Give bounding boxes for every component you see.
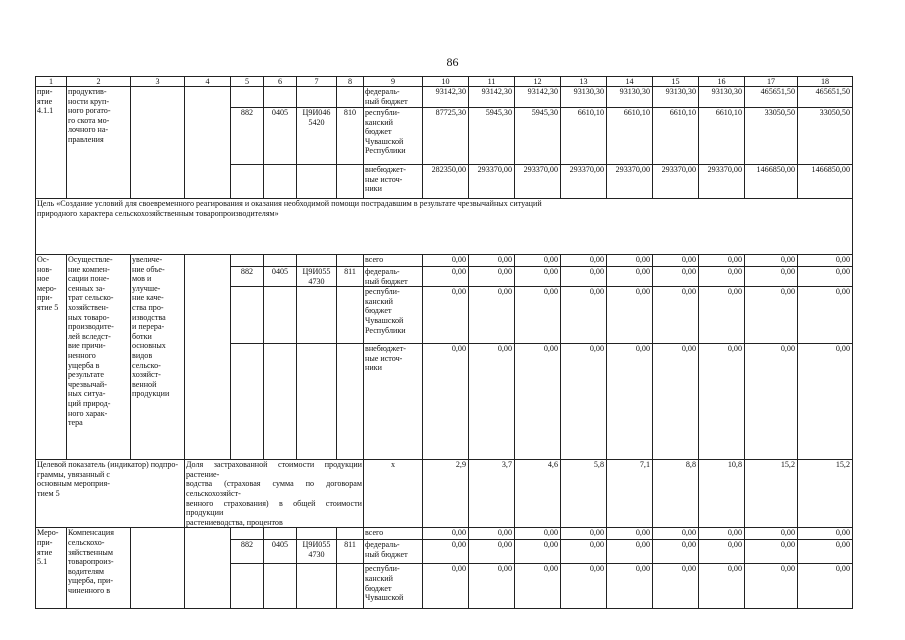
expected-result-cell: [131, 87, 185, 199]
column-number-7: 7: [297, 77, 337, 87]
column-number-12: 12: [515, 77, 561, 87]
table-row: [36, 87, 853, 108]
value-cell: 0,00: [699, 564, 745, 609]
vr-cell: [337, 87, 364, 108]
funding-source-cell: всего: [364, 255, 423, 267]
column-number-11: 11: [469, 77, 515, 87]
value-cell: 0,00: [423, 528, 469, 540]
value-cell: 0,00: [423, 540, 469, 564]
grbs-cell: [231, 87, 264, 108]
indicator-label-cell: Целевой показатель (индикатор) подпро- граммы, увязанный с основным мероприя- тием 5: [36, 460, 185, 528]
value-cell: 0,00: [798, 528, 853, 540]
value-cell: 0,00: [653, 528, 699, 540]
goal-row: [36, 199, 853, 255]
value-cell: 0,00: [607, 267, 653, 287]
value-cell: 0,00: [561, 344, 607, 460]
indicator-text-cell: Доля застрахованной стоимости продукции растение- водства (страховая сумма по договорам сельскохозяйст- венного страхования) в общей стоимости продукции растениеводства, процентов: [186, 460, 362, 527]
value-cell: 0,00: [745, 528, 798, 540]
value-cell: 0,00: [699, 344, 745, 460]
measure-number-cell: Меро- при- ятие 5.1: [36, 528, 67, 609]
value-cell: 0,00: [699, 287, 745, 344]
column-number-16: 16: [699, 77, 745, 87]
value-cell: 0,00: [423, 564, 469, 609]
value-cell: 0,00: [561, 540, 607, 564]
measure-number-cell: при- ятие 4.1.1: [36, 87, 67, 199]
value-cell: 0,00: [699, 540, 745, 564]
grbs-cell: [231, 528, 264, 540]
column-number-2: 2: [67, 77, 131, 87]
csr-cell: Ц9И055 4730: [297, 267, 337, 287]
value-cell: 465651,50: [745, 87, 798, 108]
funding-source-cell: федераль- ный бюджет: [364, 87, 423, 108]
rz-pr-cell: [264, 165, 297, 199]
value-cell: 293370,00: [469, 165, 515, 199]
value-cell: 0,00: [515, 528, 561, 540]
value-cell: 0,00: [423, 267, 469, 287]
value-cell: 0,00: [798, 255, 853, 267]
grbs-cell: 882: [231, 267, 264, 287]
vr-cell: [337, 344, 364, 460]
indicator-value-cell: 8,8: [653, 460, 699, 528]
value-cell: 0,00: [561, 564, 607, 609]
rz-pr-cell: 0405: [264, 540, 297, 564]
indicator-link-cell: [185, 528, 231, 609]
value-cell: 0,00: [469, 344, 515, 460]
indicator-value-cell: 2,9: [423, 460, 469, 528]
value-cell: 0,00: [515, 287, 561, 344]
value-cell: 6610,10: [699, 108, 745, 165]
value-cell: 5945,30: [469, 108, 515, 165]
indicator-row: [36, 460, 853, 528]
vr-cell: [337, 287, 364, 344]
rz-pr-cell: [264, 87, 297, 108]
value-cell: 293370,00: [561, 165, 607, 199]
value-cell: 0,00: [423, 287, 469, 344]
value-cell: 0,00: [745, 255, 798, 267]
grbs-cell: 882: [231, 108, 264, 165]
measure-number-cell: Ос- нов- ное меро- при- ятие 5: [36, 255, 67, 460]
value-cell: 0,00: [699, 255, 745, 267]
indicator-value-cell: 10,8: [699, 460, 745, 528]
value-cell: 0,00: [469, 267, 515, 287]
value-cell: 0,00: [515, 540, 561, 564]
column-number-8: 8: [337, 77, 364, 87]
measure-name-cell: продуктив- ности круп- ного рогато- го скота мо- лочного на- правления: [67, 87, 131, 199]
rz-pr-cell: [264, 564, 297, 609]
column-number-9: 9: [364, 77, 423, 87]
value-cell: 1466850,00: [798, 165, 853, 199]
vr-cell: [337, 564, 364, 609]
value-cell: 0,00: [469, 287, 515, 344]
value-cell: 0,00: [699, 528, 745, 540]
indicator-link-cell: [185, 87, 231, 199]
page-number: 86: [446, 55, 459, 69]
column-number-18: 18: [798, 77, 853, 87]
value-cell: 6610,10: [653, 108, 699, 165]
value-cell: 0,00: [561, 528, 607, 540]
indicator-value-cell: 15,2: [798, 460, 853, 528]
value-cell: 0,00: [561, 255, 607, 267]
indicator-link-cell: [185, 255, 231, 460]
value-cell: 0,00: [607, 564, 653, 609]
value-cell: 0,00: [561, 287, 607, 344]
grbs-cell: [231, 564, 264, 609]
table-row: [36, 528, 853, 540]
value-cell: 0,00: [469, 564, 515, 609]
indicator-value-cell: 5,8: [561, 460, 607, 528]
value-cell: 93142,30: [423, 87, 469, 108]
csr-cell: [297, 165, 337, 199]
measure-name-cell: Компенсация сельскохо- зяйственным товаропроиз- водителям ущерба, при- чиненного в: [67, 528, 131, 609]
table-body: [36, 77, 853, 609]
value-cell: 282350,00: [423, 165, 469, 199]
value-cell: 0,00: [699, 267, 745, 287]
grbs-cell: [231, 165, 264, 199]
value-cell: 0,00: [745, 540, 798, 564]
value-cell: 0,00: [745, 344, 798, 460]
grbs-cell: [231, 287, 264, 344]
value-cell: 0,00: [607, 255, 653, 267]
csr-cell: [297, 528, 337, 540]
column-number-3: 3: [131, 77, 185, 87]
table-row: [36, 255, 853, 267]
measure-name-cell: Осуществле- ние компен- сации поне- сенных за- трат сельско- хозяйствен- ных товаро- производите- лей вследст- вие причи- ненного ущерба в результате чрезвычай- ных ситуа- ций природ- ного харак- тера: [67, 255, 131, 460]
column-number-14: 14: [607, 77, 653, 87]
value-cell: 0,00: [469, 255, 515, 267]
value-cell: 33050,50: [745, 108, 798, 165]
column-number-15: 15: [653, 77, 699, 87]
value-cell: 0,00: [561, 267, 607, 287]
value-cell: 0,00: [515, 564, 561, 609]
goal-text: Цель «Создание условий для своевременного реагирования и оказания необходимой помощи пострадавшим в результате чрезвычайных ситуаций природного характера сельскохозяйственным товаропроизводителям»: [36, 199, 853, 255]
funding-source-cell: всего: [364, 528, 423, 540]
value-cell: 6610,10: [607, 108, 653, 165]
csr-cell: Ц9И055 4730: [297, 540, 337, 564]
value-cell: 0,00: [515, 344, 561, 460]
value-cell: 0,00: [607, 287, 653, 344]
column-number-10: 10: [423, 77, 469, 87]
column-number-17: 17: [745, 77, 798, 87]
rz-pr-cell: [264, 255, 297, 267]
program-table: [35, 76, 853, 609]
column-number-5: 5: [231, 77, 264, 87]
csr-cell: Ц9И046 5420: [297, 108, 337, 165]
value-cell: 293370,00: [699, 165, 745, 199]
value-cell: 93130,30: [699, 87, 745, 108]
value-cell: 0,00: [653, 344, 699, 460]
csr-cell: [297, 564, 337, 609]
value-cell: 0,00: [653, 287, 699, 344]
csr-cell: [297, 87, 337, 108]
grbs-cell: [231, 344, 264, 460]
value-cell: 93142,30: [515, 87, 561, 108]
expected-result-cell: увеличе- ние объе- мов и улучше- ние каче- ства про- изводства и перера- ботки основных видов сельско- хозяйст- венной продукции: [131, 255, 185, 460]
value-cell: 0,00: [607, 344, 653, 460]
value-cell: 0,00: [798, 287, 853, 344]
value-cell: 0,00: [653, 255, 699, 267]
indicator-value-cell: 15,2: [745, 460, 798, 528]
value-cell: 0,00: [469, 540, 515, 564]
funding-source-cell: внебюджет- ные источ- ники: [364, 165, 423, 199]
grbs-cell: [231, 255, 264, 267]
vr-cell: 811: [337, 540, 364, 564]
value-cell: 293370,00: [653, 165, 699, 199]
indicator-unit-cell: х: [364, 460, 423, 528]
funding-source-cell: внебюджет- ные источ- ники: [364, 344, 423, 460]
column-number-1: 1: [36, 77, 67, 87]
rz-pr-cell: 0405: [264, 108, 297, 165]
vr-cell: 811: [337, 267, 364, 287]
value-cell: 93130,30: [561, 87, 607, 108]
rz-pr-cell: [264, 344, 297, 460]
column-number-4: 4: [185, 77, 231, 87]
value-cell: 1466850,00: [745, 165, 798, 199]
value-cell: 0,00: [653, 540, 699, 564]
rz-pr-cell: 0405: [264, 267, 297, 287]
value-cell: 0,00: [745, 267, 798, 287]
value-cell: 87725,30: [423, 108, 469, 165]
grbs-cell: 882: [231, 540, 264, 564]
value-cell: 293370,00: [607, 165, 653, 199]
value-cell: 0,00: [515, 255, 561, 267]
value-cell: 0,00: [607, 528, 653, 540]
value-cell: 293370,00: [515, 165, 561, 199]
csr-cell: [297, 344, 337, 460]
funding-source-cell: республи- канский бюджет Чувашской Республики: [364, 287, 423, 344]
value-cell: 0,00: [423, 255, 469, 267]
column-number-6: 6: [264, 77, 297, 87]
funding-source-cell: республи- канский бюджет Чувашской: [364, 564, 423, 609]
value-cell: 0,00: [798, 267, 853, 287]
vr-cell: [337, 528, 364, 540]
value-cell: 93130,30: [653, 87, 699, 108]
value-cell: 0,00: [653, 564, 699, 609]
rz-pr-cell: [264, 528, 297, 540]
value-cell: 465651,50: [798, 87, 853, 108]
column-number-row: [36, 77, 853, 87]
value-cell: 0,00: [745, 564, 798, 609]
expected-result-cell: [131, 528, 185, 609]
funding-source-cell: федераль- ный бюджет: [364, 267, 423, 287]
value-cell: 0,00: [607, 540, 653, 564]
value-cell: 93130,30: [607, 87, 653, 108]
indicator-value-cell: 7,1: [607, 460, 653, 528]
value-cell: 0,00: [798, 564, 853, 609]
value-cell: 0,00: [423, 344, 469, 460]
rz-pr-cell: [264, 287, 297, 344]
funding-source-cell: федераль- ный бюджет: [364, 540, 423, 564]
funding-source-cell: республи- канский бюджет Чувашской Республики: [364, 108, 423, 165]
value-cell: 5945,30: [515, 108, 561, 165]
value-cell: 0,00: [798, 344, 853, 460]
value-cell: 0,00: [745, 287, 798, 344]
indicator-value-cell: 4,6: [515, 460, 561, 528]
vr-cell: [337, 255, 364, 267]
value-cell: 93142,30: [469, 87, 515, 108]
value-cell: 33050,50: [798, 108, 853, 165]
indicator-value-cell: 3,7: [469, 460, 515, 528]
csr-cell: [297, 255, 337, 267]
value-cell: 6610,10: [561, 108, 607, 165]
vr-cell: [337, 165, 364, 199]
value-cell: 0,00: [798, 540, 853, 564]
value-cell: 0,00: [653, 267, 699, 287]
csr-cell: [297, 287, 337, 344]
vr-cell: 810: [337, 108, 364, 165]
value-cell: 0,00: [469, 528, 515, 540]
value-cell: 0,00: [515, 267, 561, 287]
column-number-13: 13: [561, 77, 607, 87]
